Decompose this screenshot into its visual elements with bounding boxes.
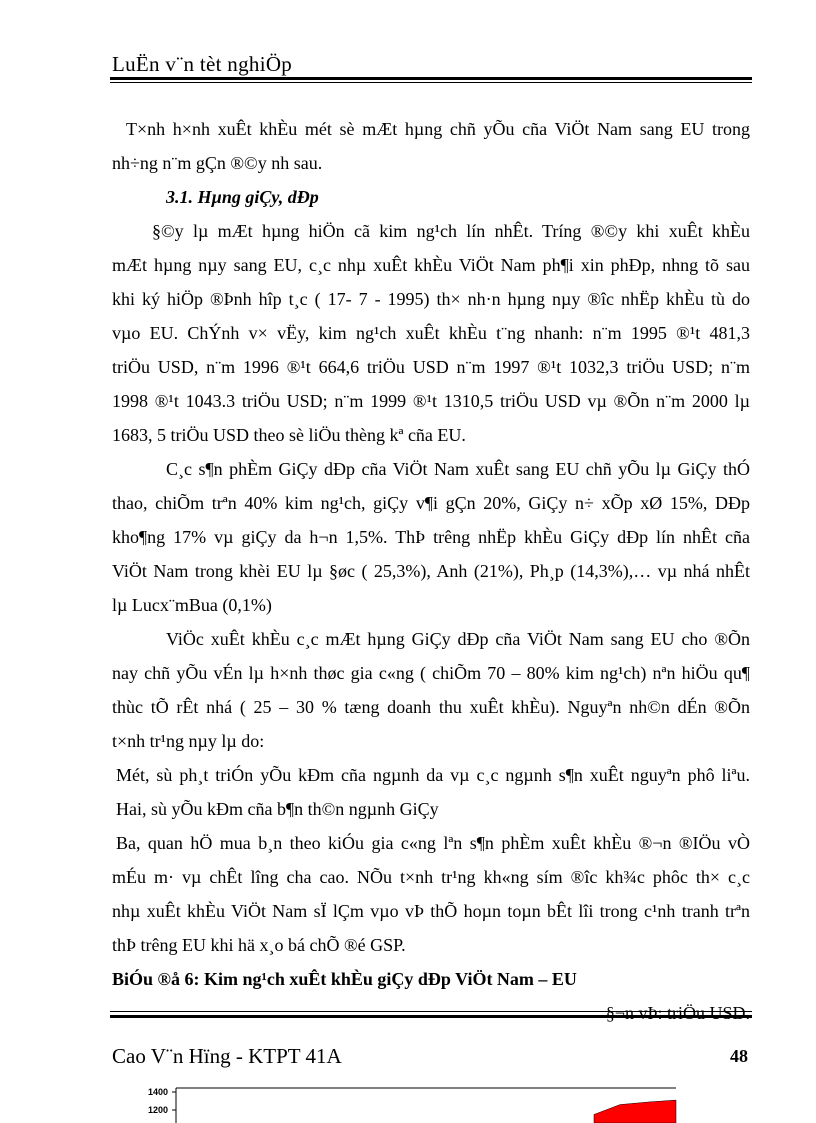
- chart-caption: BiÓu ®å 6: Kim ng¹ch xuÊt khÈu giÇy dÐp ViÖt Nam – EU: [112, 969, 577, 989]
- body-line: 1998 ®¹t 1043.3 triÖu USD; n¨m 1999 ®¹t 1310,5 triÖu USD vµ ®Õn n¨m 2000 lµ: [112, 391, 750, 411]
- body-line: thÞ trêng EU khi hä x¸o bá chÕ ®é GSP.: [112, 935, 406, 955]
- unit-label: §¬n vÞ: triÖu USD.: [605, 1003, 750, 1023]
- body-line: kho¶ng 17% vµ giÇy da h¬n 1,5%. ThÞ trêng nhËp khÈu GiÇy dÐp lín nhÊt cña: [112, 527, 750, 547]
- document-body: [112, 112, 750, 1030]
- body-line: thao, chiÕm trªn 40% kim ng¹ch, giÇy v¶i gÇn 20%, GiÇy n÷ xÕp xØ 15%, DÐp: [112, 493, 750, 513]
- header-rule-thick: [110, 77, 752, 80]
- body-line: nay chñ yÕu vÉn lµ h×nh thøc gia c«ng ( chiÕm 70 – 80% kim ng¹ch) nªn hiÖu qu¶: [112, 663, 750, 683]
- body-line: mÉu m· vµ chÊt lîng cha cao. NÕu t×nh tr¹ng kh«ng sím ®îc kh¾c phôc th× c¸c: [112, 867, 750, 887]
- body-line: t×nh tr¹ng nµy lµ do:: [112, 731, 265, 751]
- y-tick-label: 1400: [147, 1087, 168, 1097]
- body-line: T×nh h×nh xuÊt khÈu mét sè mÆt hµng chñ yÕu cña ViÖt Nam sang EU trong: [126, 119, 750, 139]
- body-line: triÖu USD, n¨m 1996 ®¹t 664,6 triÖu USD n¨m 1997 ®¹t 1032,3 triÖu USD; n¨m: [112, 357, 750, 377]
- body-line: C¸c s¶n phÈm GiÇy dÐp cña ViÖt Nam xuÊt sang EU chñ yÕu lµ GiÇy thÓ: [166, 459, 750, 479]
- series-area: [594, 1100, 676, 1123]
- chart-fragment: [110, 1080, 710, 1123]
- page-number: 48: [730, 1046, 748, 1066]
- list-item: Mét, sù ph¸t triÓn yÕu kÐm cña ngµnh da vµ c¸c ngµnh s¶n xuÊt nguyªn phô liªu.: [116, 765, 750, 785]
- export-chart: [110, 1080, 710, 1123]
- y-tick-label: 1200: [147, 1105, 168, 1115]
- footer-rule-thin: [110, 1011, 752, 1012]
- body-line: thùc tÕ rÊt nhá ( 25 – 30 % tæng doanh thu xuÊt khÈu). Nguyªn nh©n dÉn ®Õn: [112, 697, 750, 717]
- header-rule-thin: [110, 82, 752, 83]
- body-line: khi ký hiÖp ®Þnh hîp t¸c ( 17- 7 - 1995) th× nh·n hµng nµy ®îc nhËp khÈu tù do: [112, 289, 750, 309]
- body-line: ViÖt Nam trong khèi EU lµ §øc ( 25,3%), Anh (21%), Ph¸p (14,3%),… vµ nhá nhÊt: [112, 561, 750, 581]
- body-line: nhµ xuÊt khÈu ViÖt Nam sÏ lÇm vµo vÞ thÕ hoµn toµn bÊt lîi trong c¹nh tranh trªn: [112, 901, 750, 921]
- footer-rule-thick: [110, 1015, 752, 1018]
- page-header-title: LuËn v¨n tèt nghiÖp: [112, 52, 293, 76]
- list-item: Hai, sù yÕu kÐm cña b¶n th©n ngµnh GiÇy: [116, 799, 439, 819]
- section-heading: 3.1. Hµng giÇy, dÐp: [166, 187, 319, 207]
- body-line: vµo EU. ChÝnh v× vËy, kim ng¹ch xuÊt khÈu t¨ng nhanh: n¨m 1995 ®¹t 481,3: [112, 323, 750, 343]
- body-line: lµ Lucx¨mBua (0,1%): [112, 595, 272, 615]
- body-line: nh÷ng n¨m gÇn ®©y nh sau.: [112, 153, 323, 173]
- body-line: ViÖc xuÊt khÈu c¸c mÆt hµng GiÇy dÐp cña ViÖt Nam sang EU cho ®Õn: [166, 629, 750, 649]
- footer-author: Cao V¨n Hïng - KTPT 41A: [112, 1044, 342, 1068]
- body-line: mÆt hµng nµy sang EU, c¸c nhµ xuÊt khÈu ViÖt Nam ph¶i xin phÐp, nhng tõ sau: [112, 255, 750, 275]
- body-line: 1683, 5 triÖu USD theo sè liÖu thèng kª cña EU.: [112, 425, 466, 445]
- list-item: Ba, quan hÖ mua b¸n theo kiÓu gia c«ng lªn s¶n phÈm xuÊt khÈu ®¬n ®IÖu vÒ: [116, 833, 750, 853]
- body-line: §©y lµ mÆt hµng hiÖn cã kim ng¹ch lín nhÊt. Tríng ®©y khi xuÊt khÈu: [152, 221, 750, 241]
